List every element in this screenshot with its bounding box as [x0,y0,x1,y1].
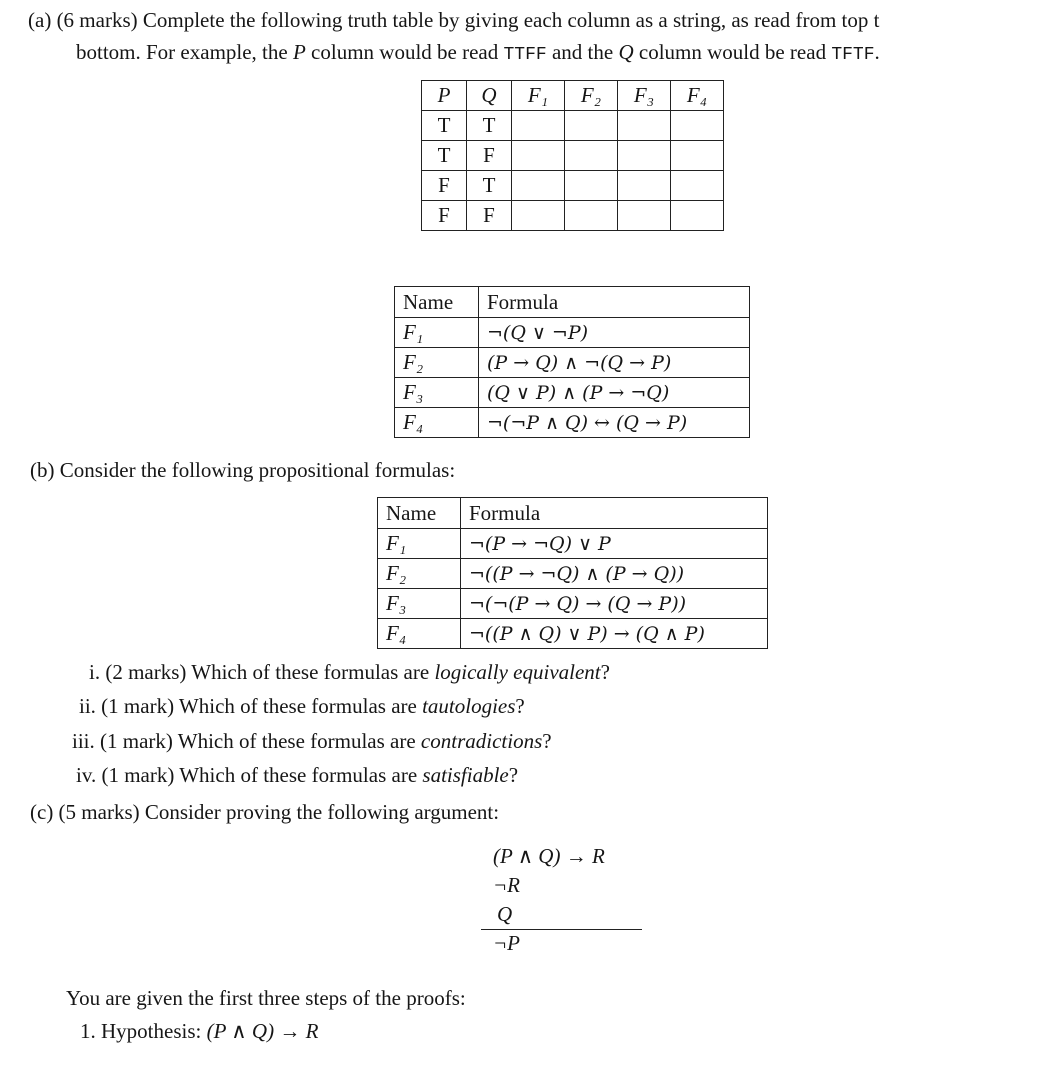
q-symbol: Q [618,40,634,64]
cell-p: T [422,141,467,171]
part-a-intro-line-1 [28,8,879,32]
answer-cell[interactable] [618,111,671,141]
question-end: ? [515,694,525,718]
question-number: i. [89,660,101,684]
table-row [422,141,724,171]
part-c-heading: (c) (5 marks) Consider proving the following argument: [30,800,500,824]
cell-q: F [467,201,512,231]
step-formula: (P ∧ Q) → R [206,1019,319,1043]
table-row [378,529,768,559]
name-header: Name [378,498,461,529]
formula-expression: ¬(¬P ∧ Q) ↔ (Q → P) [479,408,750,438]
intro-fragment: . [874,40,880,64]
cell-p: T [422,111,467,141]
cell-q: T [467,171,512,201]
question-term: logically equivalent [434,660,601,684]
answer-cell[interactable] [565,111,618,141]
answer-cell[interactable] [512,201,565,231]
question-end: ? [542,729,552,753]
table-row [378,589,768,619]
name-header: Name [395,287,479,318]
given-steps-text: You are given the first three steps of the proofs: [66,986,466,1010]
intro-fragment: column would be read [311,40,499,64]
formula-name: F₄ [378,619,461,649]
question-iv [76,763,518,787]
table-row [422,171,724,201]
answer-cell[interactable] [512,111,565,141]
formula-name: F₂ [378,559,461,589]
part-b-formula-table [377,497,768,649]
table-row [422,111,724,141]
part-a-formula-table [394,286,750,438]
formula-expression: ¬(¬(P → Q) → (Q → P)) [461,589,768,619]
p-column-example: TTFF [503,45,547,65]
formula-expression: ¬(P → ¬Q) ∨ P [461,529,768,559]
answer-cell[interactable] [671,111,724,141]
formula-expression: ¬(Q ∨ ¬P) [479,318,750,348]
question-text: (1 mark) Which of these formulas are [101,694,417,718]
table-row [395,348,750,378]
question-ii [79,694,525,718]
truth-table-header-row [422,81,724,111]
formula-expression: ¬((P → ¬Q) ∧ (P → Q)) [461,559,768,589]
question-text: (1 mark) Which of these formulas are [101,763,418,787]
truth-table [421,80,724,231]
premise-2: ¬R [493,873,520,897]
cell-p: F [422,171,467,201]
p-symbol: P [292,40,306,64]
answer-cell[interactable] [565,171,618,201]
formula-expression: ¬((P ∧ Q) ∨ P) → (Q ∧ P) [461,619,768,649]
question-iii [72,729,552,753]
q-column-example: TFTF [831,45,875,65]
formula-name: F₁ [395,318,479,348]
cell-q: T [467,111,512,141]
answer-cell[interactable] [671,171,724,201]
table-row [378,559,768,589]
answer-cell[interactable] [512,171,565,201]
table-row [395,378,750,408]
header-f1: F₁ [512,81,565,111]
conclusion: ¬P [493,931,520,955]
part-a-label: (a) [28,8,52,32]
header-f2: F₂ [565,81,618,111]
part-b-heading: (b) Consider the following propositional formulas: [30,458,456,482]
answer-cell[interactable] [512,141,565,171]
question-i [89,660,610,684]
intro-fragment: column would be read [638,40,827,64]
formula-name: F₃ [378,589,461,619]
table-row [422,201,724,231]
intro-fragment: and the [551,40,614,64]
formula-header: Formula [461,498,768,529]
header-f4: F₄ [671,81,724,111]
formula-expression: (P → Q) ∧ ¬(Q → P) [479,348,750,378]
question-number: iii. [72,729,95,753]
question-text: (1 mark) Which of these formulas are [100,729,416,753]
answer-cell[interactable] [565,141,618,171]
question-text: (2 marks) Which of these formulas are [105,660,430,684]
formula-name: F₁ [378,529,461,559]
premise-1: (P ∧ Q) → R [493,844,605,868]
proof-step-1 [80,1019,318,1043]
table-row [395,318,750,348]
formula-header: Formula [479,287,750,318]
cell-p: F [422,201,467,231]
formula-name: F₃ [395,378,479,408]
table-row [395,408,750,438]
part-a-intro-line-2 [76,40,880,67]
question-term: contradictions [420,729,543,753]
argument-rule [481,929,642,930]
header-p: P [422,81,467,111]
intro-fragment: bottom. For example, the [76,40,288,64]
question-number: ii. [79,694,96,718]
question-number: iv. [76,763,97,787]
formula-table-header-row [395,287,750,318]
formula-name: F₂ [395,348,479,378]
premise-3: Q [497,902,513,926]
header-f3: F₃ [618,81,671,111]
question-term: tautologies [422,694,516,718]
answer-cell[interactable] [671,201,724,231]
answer-cell[interactable] [565,201,618,231]
step-label: 1. Hypothesis: [80,1019,202,1043]
formula-expression: (Q ∨ P) ∧ (P → ¬Q) [479,378,750,408]
answer-cell[interactable] [618,141,671,171]
answer-cell[interactable] [671,141,724,171]
question-end: ? [600,660,610,684]
cell-q: F [467,141,512,171]
header-q: Q [467,81,512,111]
answer-cell[interactable] [618,171,671,201]
question-term: satisfiable [422,763,509,787]
question-end: ? [508,763,519,787]
formula-table-header-row [378,498,768,529]
part-a-intro-text: (6 marks) Complete the following truth table by giving each column as a string, as read from top t [56,8,880,32]
answer-cell[interactable] [618,201,671,231]
formula-name: F₄ [395,408,479,438]
table-row [378,619,768,649]
